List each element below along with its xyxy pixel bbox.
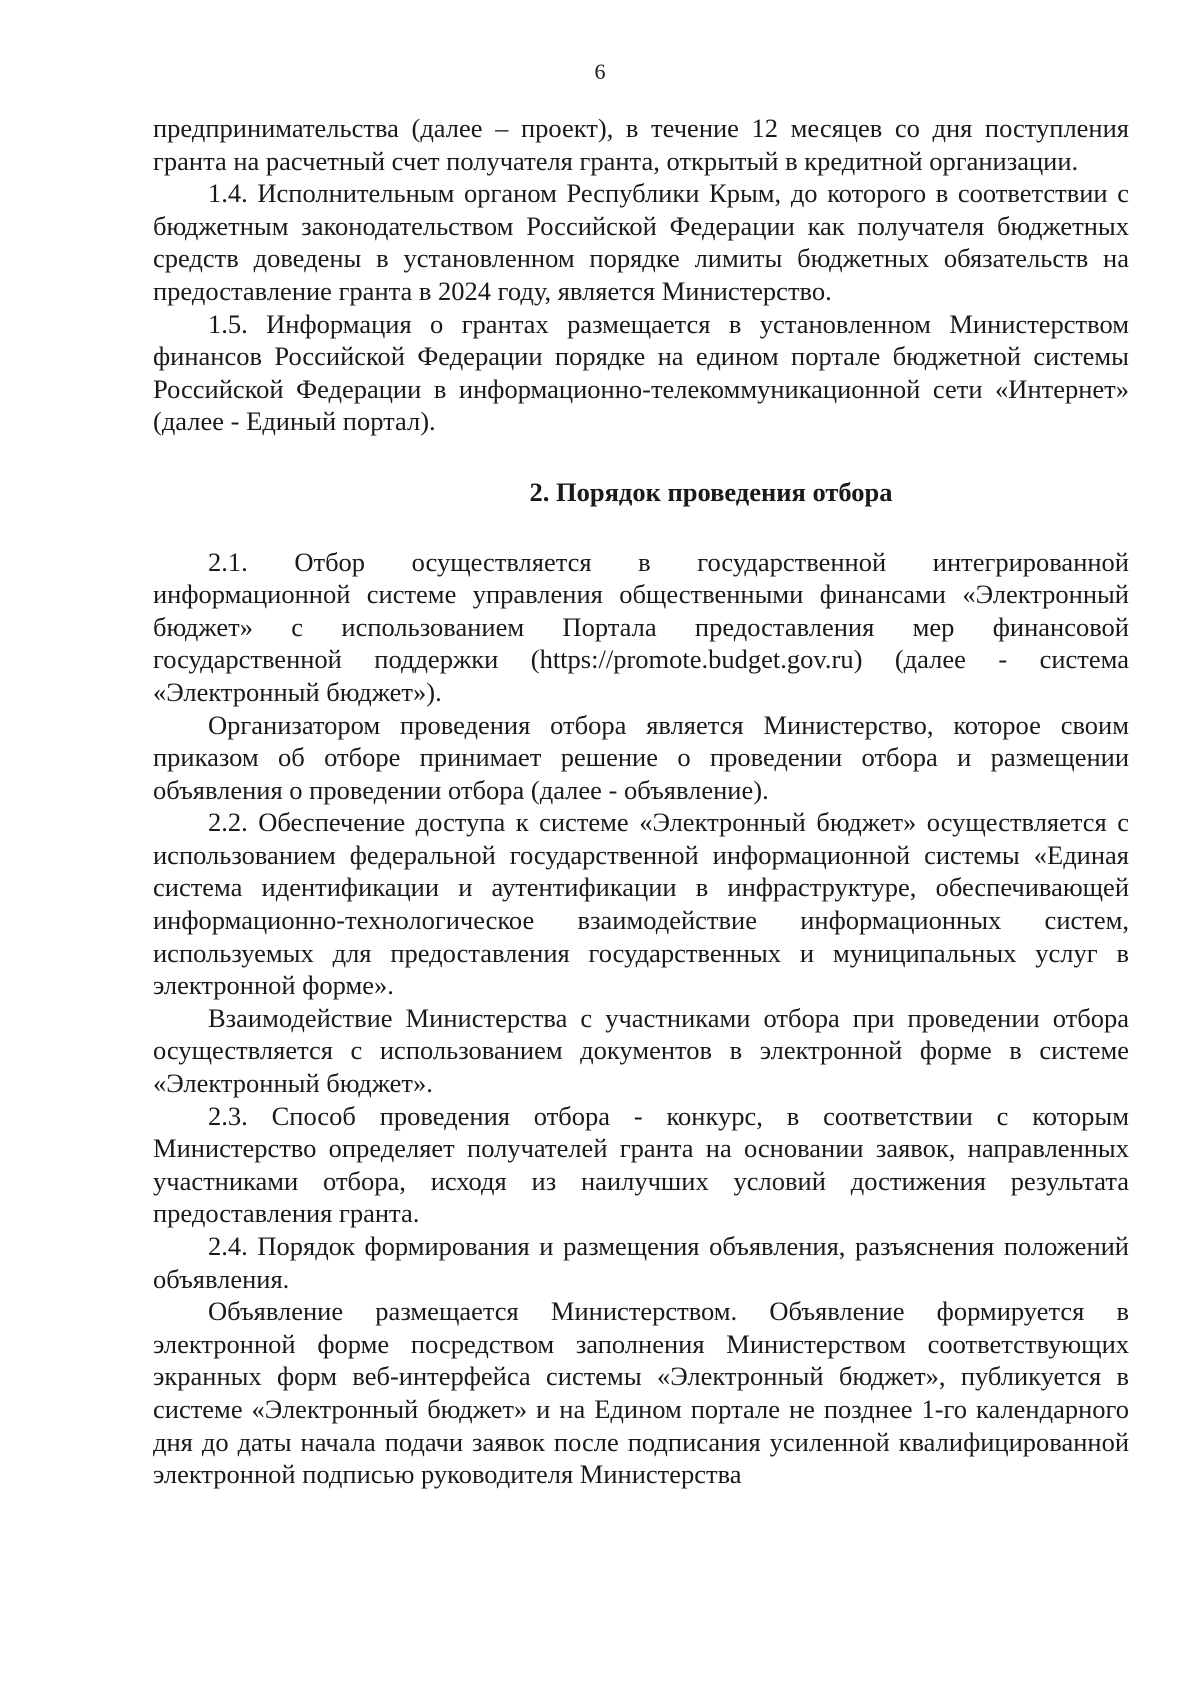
paragraph-organizer: Организатором проведения отбора является Министерство, которое своим приказом об отборе принимает решение о проведении отбора и размещении объявления о проведении отбора (далее - объявление). [153,709,1129,805]
paragraph-1-4: 1.4. Исполнительным органом Республики Крым, до которого в соответствии с бюджетным законодательством Российской Федерации как получателя бюджетных средств доведены в установленном порядке лимиты бюджетных обязательств на предоставление гранта в 2024 году, является Министерство. [153,178,1129,306]
paragraph-announcement: Объявление размещается Министерством. Объявление формируется в электронной форме посредством заполнения Министерством соответствующих экранных форм веб-интерфейса системы «Электронный бюджет», публикуется в системе «Электронный бюджет» и на Едином портале не позднее 1-го календарного дня до даты начала подачи заявок после подписания усиленной квалифицированной электронной подписью руководителя Министерства [153,1296,1129,1490]
paragraph-2-2: 2.2. Обеспечение доступа к системе «Электронный бюджет» осуществляется с использованием федеральной государственной информационной системы «Единая система идентификации и аутентификации в инфраструктуре, обеспечивающей информационно-технологическое взаимодействие информационных систем, используемых для предоставления государственных и муниципальных услуг в электронной форме». [153,807,1129,1001]
paragraph-1-5: 1.5. Информация о грантах размещается в установленном Министерством финансов Российской Федерации порядке на едином портале бюджетной системы Российской Федерации в информационно-телекоммуникационной сети «Интернет» (далее - Единый портал). [153,308,1129,437]
paragraph-2-3: 2.3. Способ проведения отбора - конкурс, в соответствии с которым Министерство определяет получателей гранта на основании заявок, направленных участниками отбора, исходя из наилучших условий достижения результата предоставления гранта. [153,1100,1129,1229]
paragraph-2-1: 2.1. Отбор осуществляется в государственной интегрированной информационной системе управления общественными финансами «Электронный бюджет» с использованием Портала предоставления мер финансовой государственной поддержки (https://promote.budget.gov.ru) (далее - система «Электронный бюджет»). [153,546,1129,707]
paragraph-2-4: 2.4. Порядок формирования и размещения объявления, разъяснения положений объявления. [153,1231,1129,1294]
document-body [153,112,1129,1491]
paragraph-interaction: Взаимодействие Министерства с участниками отбора при проведении отбора осуществляется с использованием документов в электронной форме в системе «Электронный бюджет». [153,1002,1129,1099]
section-heading: 2. Порядок проведения отбора [529,476,893,507]
page-number: 6 [594,59,606,84]
paragraph-continuation: предпринимательства (далее – проект), в течение 12 месяцев со дня поступления гранта на расчетный счет получателя гранта, открытый в кредитной организации. [153,113,1129,176]
